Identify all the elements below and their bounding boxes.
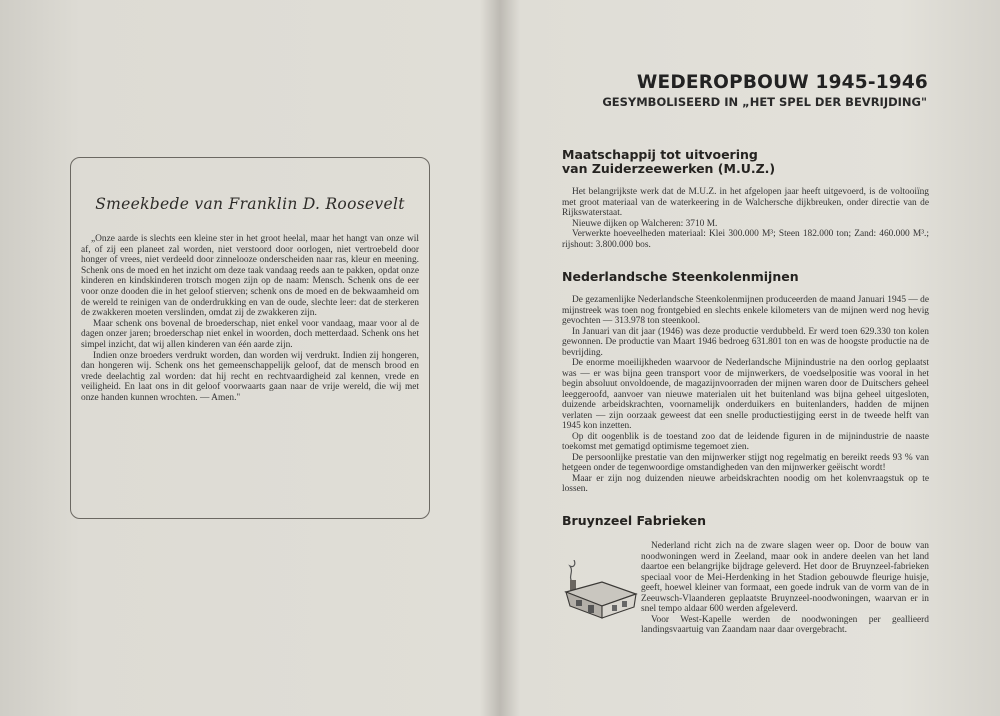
section-heading-muz — [562, 148, 775, 176]
body-paragraph: Maar er zijn nog duizenden nieuwe arbeidskrachten noodig om het kolenvraagstuk op te lossen. — [562, 473, 929, 494]
section-body-steenkolenmijnen — [562, 295, 929, 495]
body-paragraph: De enorme moeilijkheden waarvoor de Nederlandsche Mijnindustrie na den oorlog geplaatst was — er was bijna geen transport voor de mijnwerkers, de voedselpositie was vooral in het begin absoluut onvoldoende, de magazijnvoorraden der mijnen waren door de Duitschers geheel leeggeroofd, aanvoer van nieuwe materialen uit het buitenland was bijna geheel uitgesloten, duizende arbeidskrachten, voornamelijk onderduikers en buitenlanders, hadden de mijnen verlaten — zijn oorzaak geweest dat een snelle productiestijging eerst in de tweede helft van 1945 kon inzetten. — [562, 358, 929, 431]
section-heading-bruynzeel — [562, 514, 706, 528]
body-paragraph: De gezamenlijke Nederlandsche Steenkolenmijnen produceerden de maand Januari 1945 — de mijnstreek was toen nog frontgebied en slechts enkele kilometers van de mijnen werd nog hevig gevochten — 313.978 ton steenkool. — [562, 295, 929, 326]
body-paragraph: Voor West-Kapelle werden de noodwoningen per geallieerd landingsvaartuig van Zaandam naar daar overgebracht. — [641, 614, 929, 635]
right-page — [501, 0, 1000, 716]
prayer-paragraph: Maar schenk ons bovenal de broederschap, niet enkel voor vandaag, maar voor al de dagen onzer jaren; broederschap niet enkel in woorden, doch metterdaad. Schenk ons het simpel inzicht, dat wij allen kinderen van één aarde zijn. — [81, 318, 419, 350]
body-paragraph: Nederland richt zich na de zware slagen weer op. Door de bouw van noodwoningen werd in Zeeland, maar ook in andere deelen van het land daartoe een belangrijke bijdrage geleverd. Het door de Bruynzeel-fabrieken speciaal voor de Mei-Herdenking in het Stadion gebouwde fleurige huisje, geeft, hoewel kleiner van formaat, een goede indruk van de vorm van de in Zeeuwsch-Vlaanderen geplaatste Bruynzeel-noodwoningen, waarvan er in snel tempo aldaar 600 werden afgeleverd. — [641, 541, 929, 614]
prayer-paragraph: „Onze aarde is slechts een kleine ster in het groot heelal, maar het hangt van onze wil af, of zij een planeet zal worden, niet verstoord door oorlogen, niet vertroebeld door honger of vrees, niet verdeeld door zinnelooze onderscheiden naar ras, kleur en meening. Schenk ons de moed en het inzicht om deze taak vandaag reeds aan te pakken, opdat onze kinderen en kindskinderen trotsch mogen zijn op de naam: Mensch. Schenk ons de eer voor onze dooden die in het geloof stierven; schenk ons de moed en de bekwaamheid om de wereld te reinigen van de onderdrukking en van de oude, slechte leer: dat de sterkeren de zwakkeren moeten verslinden, omdat zij de zwakkeren zijn. — [81, 234, 419, 319]
body-paragraph: Het belangrijkste werk dat de M.U.Z. in het afgelopen jaar heeft uitgevoerd, is de voltooiïng met groot materiaal van de waterkeering in de Walchersche dijkbreuken, onder directie van de Rijkswaterstaat. — [562, 187, 929, 218]
section-heading-steenkolenmijnen — [562, 270, 799, 284]
prayer-text — [81, 234, 419, 404]
page-subtitle: GESYMBOLISEERD IN „HET SPEL DER BEVRIJDING" — [602, 95, 927, 109]
heading-line: van Zuiderzeewerken (M.U.Z.) — [562, 161, 776, 176]
heading-line: Nederlandsche Steenkolenmijnen — [562, 269, 799, 284]
section-body-bruynzeel — [641, 541, 929, 636]
body-paragraph: Nieuwe dijken op Walcheren: 3710 M. — [572, 218, 718, 229]
body-paragraph: In Januari van dit jaar (1946) was deze productie verdubbeld. Er werd toen 629.330 ton kolen gewonnen. De productie van Maart 1946 bedroeg 631.801 ton en was de hoogste productie na de bevrijding. — [562, 326, 929, 358]
body-paragraph: Op dit oogenblik is de toestand zoo dat de leidende figuren in de mijnindustrie de naaste toekomst met gematigd optimisme tegemoet zien. — [562, 431, 929, 452]
left-page — [0, 0, 499, 716]
prayer-frame — [70, 157, 430, 519]
body-paragraph: Verwerkte hoeveelheden materiaal: Klei 300.000 M³; Steen 182.000 ton; Zand: 460.000 M³.; rijshout: 3.800.000 bos. — [562, 229, 929, 250]
heading-line: Bruynzeel Fabrieken — [562, 513, 706, 528]
section-body-muz — [562, 187, 929, 250]
body-paragraph: De persoonlijke prestatie van den mijnwerker stijgt nog regelmatig en bereikt reeds 93 % van hetgeen onder de tegenwoordige omstandigheden van den mijnwerker geëischt wordt! — [562, 452, 929, 473]
prayer-paragraph: Indien onze broeders verdrukt worden, dan worden wij verdrukt. Indien zij hongeren, dan hongeren wij. Schenk ons het gemeenschappelijk geloof, dat de mensch brood en vrede deelachtig zal worden: dat hij recht en rechtvaardigheid zal kennen, vrede en veiligheid. En laat ons in dit geloof voorwaarts gaan naar de vrije wereld, die wij met onze handen kunnen wrochten. — Amen." — [81, 350, 419, 403]
house-illustration — [562, 560, 640, 620]
heading-line: Maatschappij tot uitvoering — [562, 147, 758, 162]
prayer-title: Smeekbede van Franklin D. Roosevelt — [95, 195, 405, 213]
page-title: WEDEROPBOUW 1945-1946 — [636, 72, 928, 93]
